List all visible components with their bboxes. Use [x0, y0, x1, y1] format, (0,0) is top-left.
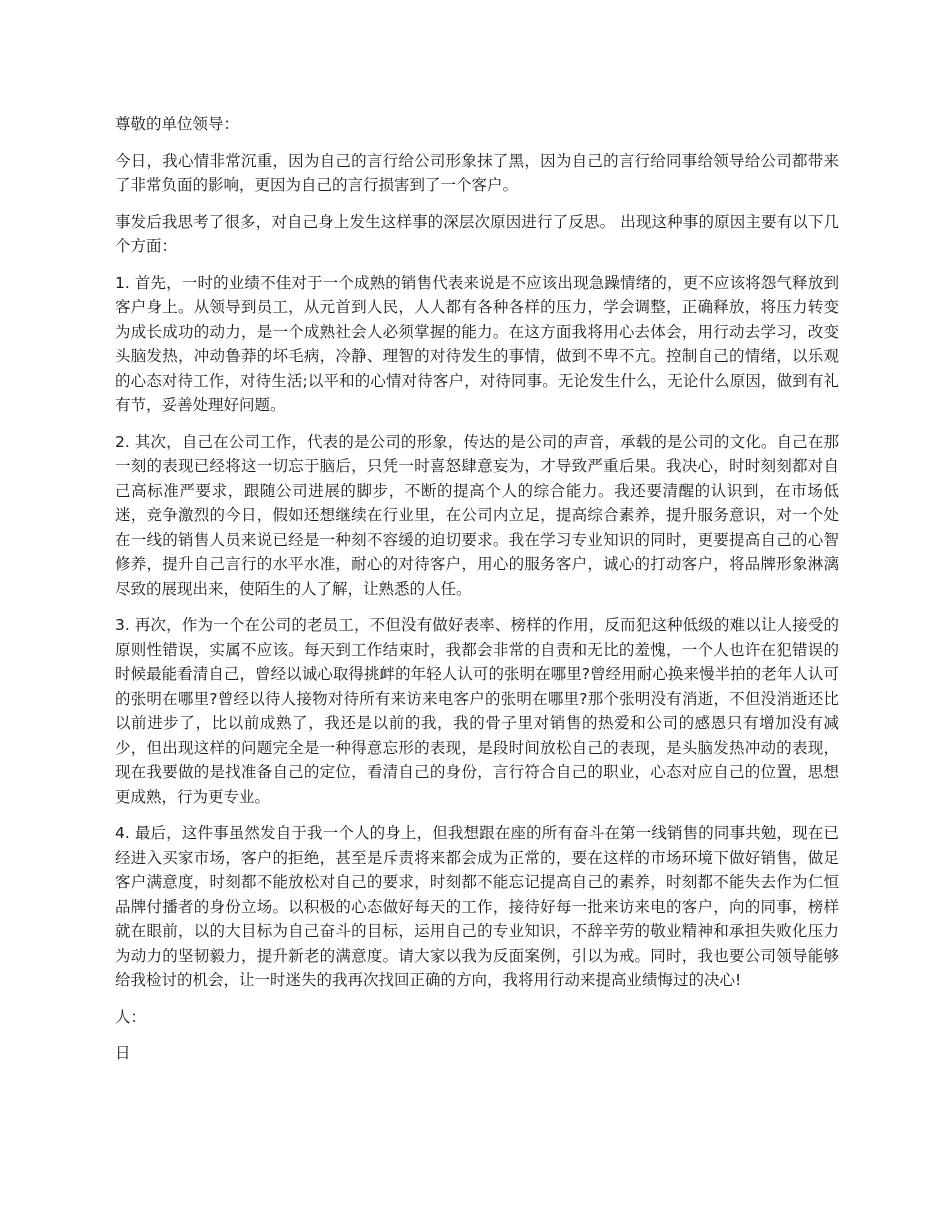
signer-label: 人： — [115, 1007, 147, 1026]
letter-document — [115, 112, 839, 1078]
paragraph-point-3: 3. 再次，作为一个在公司的老员工，不但没有做好表率、榜样的作用，反而犯这种低级的难以让人接受的原则性错误，实属不应该。每天到工作结束时，我都会非常的自责和无比的羞愧，一个人也许在犯错误的时候最能看清自己，曾经以诚心取得挑衅的年轻人认可的张明在哪里?曾经用耐心换来慢半拍的老年人认可的张明在哪里?曾经以待人接物对待所有来访来电客户的张明在哪里?那个张明没有消逝，不但没消逝还比以前进步了，比以前成熟了，我还是以前的我，我的骨子里对销售的热爱和公司的感恩只有增加没有减少，但出现这样的问题完全是一种得意忘形的表现，是段时间放松自己的表现，是头脑发热冲动的表现，现在我要做的是找准备自己的定位，看清自己的身份，言行符合自己的职业，心态对应自己的位置，思想更成熟，行为更专业。 — [115, 616, 839, 806]
paragraph-intro: 今日，我心情非常沉重，因为自己的言行给公司形象抹了黑，因为自己的言行给同事给领导给公司都带来了非常负面的影响，更因为自己的言行损害到了一个客户。 — [115, 151, 839, 194]
date-label: 日 — [115, 1044, 131, 1062]
paragraph-point-4: 4. 最后，这件事虽然发自于我一个人的身上，但我想跟在座的所有奋斗在第一线销售的同事共勉，现在已经进入买家市场，客户的拒绝，甚至是斥责将来都会成为正常的，要在这样的市场环境下做好销售，做足客户满意度，时刻都不能放松对自己的要求，时刻都不能忘记提高自己的素养，时刻都不能失去作为仁恒品牌付播者的身份立场。以积极的心态做好每天的工作，接待好每一批来访来电的客户，向的同事，榜样就在眼前，以的大目标为自己奋斗的目标，运用自己的专业知识，不辞辛劳的敬业精神和承担失败化压力为动力的坚韧毅力，提升新老的满意度。请大家以我为反面案例，引以为戒。同时，我也要公司领导能够给我检讨的机会，让一时迷失的我再次找回正确的方向，我将用行动来提高业绩悔过的决心! — [115, 824, 839, 989]
paragraph-reflection: 事发后我思考了很多，对自己身上发生这样事的深层次原因进行了反思。 出现这种事的原因主要有以下几个方面： — [115, 212, 839, 255]
paragraph-point-1: 1. 首先，一时的业绩不佳对于一个成熟的销售代表来说是不应该出现急躁情绪的，更不应该将怨气释放到客户身上。从领导到员工，从元首到人民，人人都有各种各样的压力，学会调整，正确释放，将压力转变为成长成功的动力，是一个成熟社会人必须掌握的能力。在这方面我将用心去体会，用行动去学习，改变头脑发热，冲动鲁莽的坏毛病，冷静、理智的对待发生的事情，做到不卑不亢。控制自己的情绪，以乐观的心态对待工作，对待生活;以平和的心情对待客户，对待同事。无论发生什么，无论什么原因，做到有礼有节，妥善处理好问题。 — [115, 273, 839, 414]
salutation: 尊敬的单位领导： — [115, 115, 240, 133]
paragraph-point-2: 2. 其次，自己在公司工作，代表的是公司的形象，传达的是公司的声音，承载的是公司的文化。自己在那一刻的表现已经将这一切忘于脑后，只凭一时喜怒肆意妄为，才导致严重后果。我决心，时时刻刻都对自己高标准严要求，跟随公司进展的脚步，不断的提高个人的综合能力。我还要清醒的认识到，在市场低迷，竞争激烈的今日，假如还想继续在行业里，在公司内立足，提高综合素养，提升服务意识，对一个处在一线的销售人员来说已经是一种刻不容缓的迫切要求。我在学习专业知识的同时，更要提高自己的心智修养，提升自己言行的水平水准，耐心的对待客户，用心的服务客户，诚心的打动客户，将品牌形象淋漓尽致的展现出来，使陌生的人了解，让熟悉的人任。 — [115, 432, 839, 598]
